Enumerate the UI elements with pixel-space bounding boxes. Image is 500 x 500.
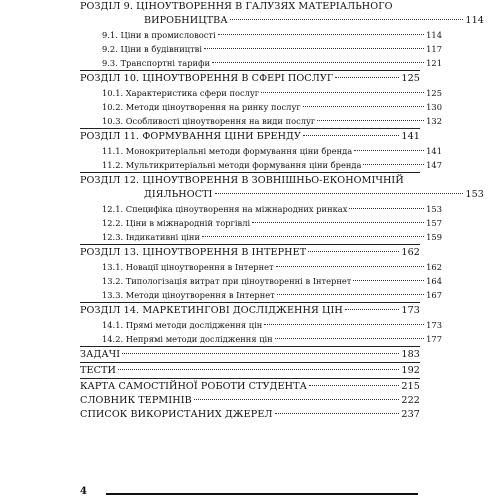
- toc-chapter-10: [80, 70, 420, 86]
- dot-leader: [215, 193, 464, 194]
- page-number: 162: [426, 262, 442, 272]
- toc-item: [80, 100, 442, 114]
- dot-leader: [309, 385, 399, 386]
- page-number: 192: [401, 365, 420, 376]
- footer-rule: [106, 493, 418, 495]
- item-label: 11.1. Монокритеріальні методи формування ціни бренда: [102, 146, 353, 156]
- toc-extra-tests: [80, 362, 420, 378]
- toc-item: [80, 216, 442, 230]
- page-number: 125: [401, 73, 420, 84]
- toc-item: [80, 202, 442, 216]
- chapter-title-cont: ВИРОБНИЦТВА: [144, 15, 228, 26]
- dot-leader: [276, 266, 425, 267]
- page-number: 117: [426, 44, 442, 54]
- page-number: 173: [426, 320, 442, 330]
- page-number: 132: [426, 116, 442, 126]
- toc-item: [80, 56, 442, 70]
- toc-chapter-9-line2: [80, 14, 484, 28]
- page-number: 215: [401, 381, 420, 392]
- toc-item: [80, 260, 442, 274]
- page-number: 159: [426, 232, 442, 242]
- toc-item: [80, 86, 442, 100]
- item-label: 10.3. Особливості ціноутворення на види послуг: [102, 116, 316, 126]
- page-number: 222: [401, 395, 420, 406]
- toc-chapter-12-line1: [80, 172, 420, 188]
- page-number: 167: [426, 290, 442, 300]
- page-number: 177: [426, 334, 442, 344]
- dot-leader: [275, 413, 400, 414]
- toc-chapter-13: [80, 244, 420, 260]
- item-label: 12.1. Специфіка ціноутворення на міжнародних ринках: [102, 204, 348, 214]
- item-label: 12.2. Ціни в міжнародній торгівлі: [102, 218, 251, 228]
- dot-leader: [118, 369, 399, 370]
- page-number: 114: [465, 15, 484, 26]
- toc-item: [80, 274, 442, 288]
- dot-leader: [252, 222, 424, 223]
- dot-leader: [218, 34, 425, 35]
- section-title: СПИСОК ВИКОРИСТАНИХ ДЖЕРЕЛ: [80, 409, 273, 420]
- toc-chapter-11: [80, 128, 420, 144]
- dot-leader: [349, 208, 424, 209]
- item-label: 10.2. Методи ціноутворення на ринку послуг: [102, 102, 301, 112]
- section-title: ЗАДАЧІ: [80, 349, 121, 360]
- section-title: СЛОВНИК ТЕРМІНІВ: [80, 395, 192, 406]
- chapter-title: РОЗДІЛ 12. ЦІНОУТВОРЕННЯ В ЗОВНІШНЬО-ЕКОНОМІЧНІЙ: [80, 175, 404, 186]
- chapter-title: РОЗДІЛ 9. ЦІНОУТВОРЕННЯ В ГАЛУЗЯХ МАТЕРІАЛЬНОГО: [80, 1, 393, 12]
- item-label: 14.1. Прямі методи дослідження цін: [102, 320, 263, 330]
- chapter-title-cont: ДІЯЛЬНОСТІ: [144, 189, 213, 200]
- page-number: 153: [465, 189, 484, 200]
- toc-chapter-9-line1: [80, 0, 420, 14]
- page-number: 162: [401, 247, 420, 258]
- dot-leader: [303, 135, 399, 136]
- chapter-title: РОЗДІЛ 14. МАРКЕТИНГОВІ ДОСЛІДЖЕННЯ ЦІН: [80, 305, 343, 316]
- chapter-title: РОЗДІЛ 13. ЦІНОУТВОРЕННЯ В ІНТЕРНЕТ: [80, 247, 307, 258]
- toc-item: [80, 28, 442, 42]
- page-number: 125: [426, 88, 442, 98]
- chapter-title: РОЗДІЛ 11. ФОРМУВАННЯ ЦІНИ БРЕНДУ: [80, 131, 301, 142]
- dot-leader: [122, 353, 399, 354]
- page-number: 157: [426, 218, 442, 228]
- item-label: 12.3. Індикативні ціни: [102, 232, 200, 242]
- toc-item: [80, 288, 442, 302]
- item-label: 10.1. Характеристика сфери послуг: [102, 88, 260, 98]
- dot-leader: [202, 236, 424, 237]
- toc-extra-glossary: [80, 394, 420, 408]
- item-label: 11.2. Мультикритеріальні методи формування ціни бренда: [102, 160, 362, 170]
- dot-leader: [194, 399, 400, 400]
- dot-leader: [230, 19, 464, 20]
- dot-leader: [277, 294, 424, 295]
- chapter-title: РОЗДІЛ 10. ЦІНОУТВОРЕННЯ В СФЕРІ ПОСЛУГ: [80, 73, 334, 84]
- dot-leader: [345, 309, 400, 310]
- item-label: 13.3. Методи ціноутворення в Інтернет: [102, 290, 275, 300]
- dot-leader: [261, 92, 424, 93]
- toc-extra-tasks: [80, 346, 420, 362]
- toc-chapter-12-line2: [80, 188, 484, 202]
- item-label: 9.2. Ціни в будівництві: [102, 44, 202, 54]
- dot-leader: [354, 150, 424, 151]
- dot-leader: [363, 164, 424, 165]
- toc-item: [80, 332, 442, 346]
- item-label: 13.2. Типологізація витрат при ціноутворенні в Інтернет: [102, 276, 352, 286]
- page-number: 237: [401, 409, 420, 420]
- toc-item: [80, 318, 442, 332]
- toc-extra-study-map: [80, 378, 420, 394]
- page-number: 121: [426, 58, 442, 68]
- toc-item: [80, 230, 442, 244]
- toc-item: [80, 42, 442, 56]
- page-number: 141: [426, 146, 442, 156]
- item-label: 9.1. Ціни в промисловості: [102, 30, 216, 40]
- dot-leader: [204, 48, 424, 49]
- toc-extra-references: [80, 408, 420, 422]
- dot-leader: [317, 120, 424, 121]
- page-number: 183: [401, 349, 420, 360]
- section-title: КАРТА САМОСТІЙНОЇ РОБОТИ СТУДЕНТА: [80, 381, 307, 392]
- dot-leader: [212, 62, 424, 63]
- toc-chapter-14: [80, 302, 420, 318]
- toc-item: [80, 158, 442, 172]
- page-number: 173: [401, 305, 420, 316]
- page-number: 153: [426, 204, 442, 214]
- toc-item: [80, 114, 442, 128]
- item-label: 9.3. Транспортні тарифи: [102, 58, 211, 68]
- dot-leader: [353, 280, 424, 281]
- dot-leader: [275, 338, 424, 339]
- page-number: 141: [401, 131, 420, 142]
- section-title: ТЕСТИ: [80, 365, 117, 376]
- page-number: 164: [426, 276, 442, 286]
- page-number: 130: [426, 102, 442, 112]
- page-number: 147: [426, 160, 442, 170]
- dot-leader: [335, 77, 399, 78]
- dot-leader: [308, 251, 399, 252]
- dot-leader: [264, 324, 424, 325]
- footer-page-number: 4: [80, 486, 87, 497]
- toc-item: [80, 144, 442, 158]
- item-label: 13.1. Новації ціноутворення в Інтернет: [102, 262, 274, 272]
- item-label: 14.2. Непрямі методи дослідження цін: [102, 334, 273, 344]
- dot-leader: [303, 106, 424, 107]
- table-of-contents: [80, 0, 484, 422]
- page-number: 114: [426, 30, 442, 40]
